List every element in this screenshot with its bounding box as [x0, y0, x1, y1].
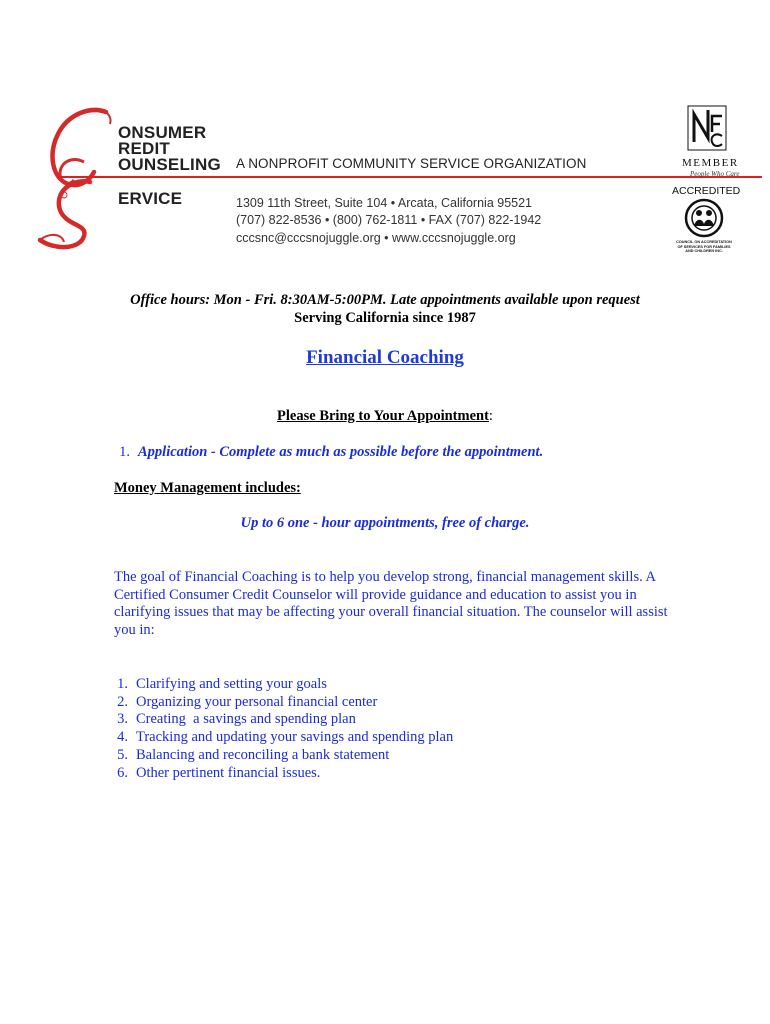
list-item-number: 4. [117, 729, 128, 746]
address-line: 1309 11th Street, Suite 104 • Arcata, California 95521 [236, 196, 533, 210]
appointments-detail: Up to 6 one - hour appointments, free of charge. [240, 515, 530, 531]
phone-line: (707) 822-8536 • (800) 762-1811 • FAX (707) 822-1942 [236, 213, 542, 227]
application-item [108, 444, 543, 461]
list-item-number: 2. [117, 693, 128, 710]
list-item-number: 3. [117, 711, 128, 728]
list-item-text: Other pertinent financial issues. [136, 764, 321, 781]
application-text: Application - Complete as much as possible before the appointment. [138, 444, 544, 460]
list-item [106, 694, 453, 712]
nfcc-member-label: MEMBER [682, 157, 739, 169]
page-title: Financial Coaching [306, 347, 464, 368]
list-item [106, 747, 453, 765]
nfcc-tagline: People Who Care [690, 170, 740, 178]
bring-heading [0, 408, 770, 425]
list-item-text: Balancing and reconciling a bank statement [136, 746, 390, 763]
serving-since: Serving California since 1987 [294, 310, 476, 326]
list-item [106, 765, 453, 783]
list-item-number: 6. [117, 764, 128, 781]
organization-tagline: A NONPROFIT COMMUNITY SERVICE ORGANIZATION [236, 156, 587, 171]
list-item [106, 729, 453, 747]
brand-line-4: ERVICE [118, 189, 183, 208]
red-divider-line [58, 176, 762, 178]
application-number: 1. [119, 444, 130, 460]
money-management-heading: Money Management includes: [114, 480, 301, 496]
list-item [106, 676, 453, 694]
bring-colon: : [488, 408, 493, 424]
brand-line-1: ONSUMER [118, 123, 207, 142]
services-list [106, 676, 453, 782]
bring-label: Please Bring to Your Appointment [277, 408, 489, 424]
list-item-number: 5. [117, 746, 128, 763]
list-item [106, 711, 453, 729]
list-item-number: 1. [117, 676, 128, 692]
nfcc-logo [686, 102, 730, 154]
web-line: cccsnc@cccsnojuggle.org • www.cccsnojuggle.org [236, 231, 516, 245]
goal-paragraph: The goal of Financial Coaching is to help you develop strong, financial management skills. A Certified Consumer Credit Counselor will provide guidance and education to assist you in clarifying issues that may be affecting your overall financial situation. The counselor will assist you in: [114, 569, 668, 638]
brand-line-3: OUNSELING [118, 155, 221, 174]
office-hours: Office hours: Mon - Fri. 8:30AM-5:00PM. Late appointments available upon request [130, 292, 640, 308]
accredited-label: ACCREDITED [672, 185, 741, 197]
coa-caption: COUNCIL ON ACCREDITATION OF SERVICES FOR FAMILIES AND CHILDREN INC. [676, 240, 732, 254]
list-item-text: Organizing your personal financial center [136, 693, 378, 710]
brand-line-2: REDIT [118, 139, 170, 158]
list-item-text: Creating a savings and spending plan [136, 711, 356, 728]
list-item-text: Clarifying and setting your goals [136, 676, 327, 692]
coa-seal-icon [684, 198, 724, 238]
list-item-text: Tracking and updating your savings and spending plan [136, 729, 454, 746]
